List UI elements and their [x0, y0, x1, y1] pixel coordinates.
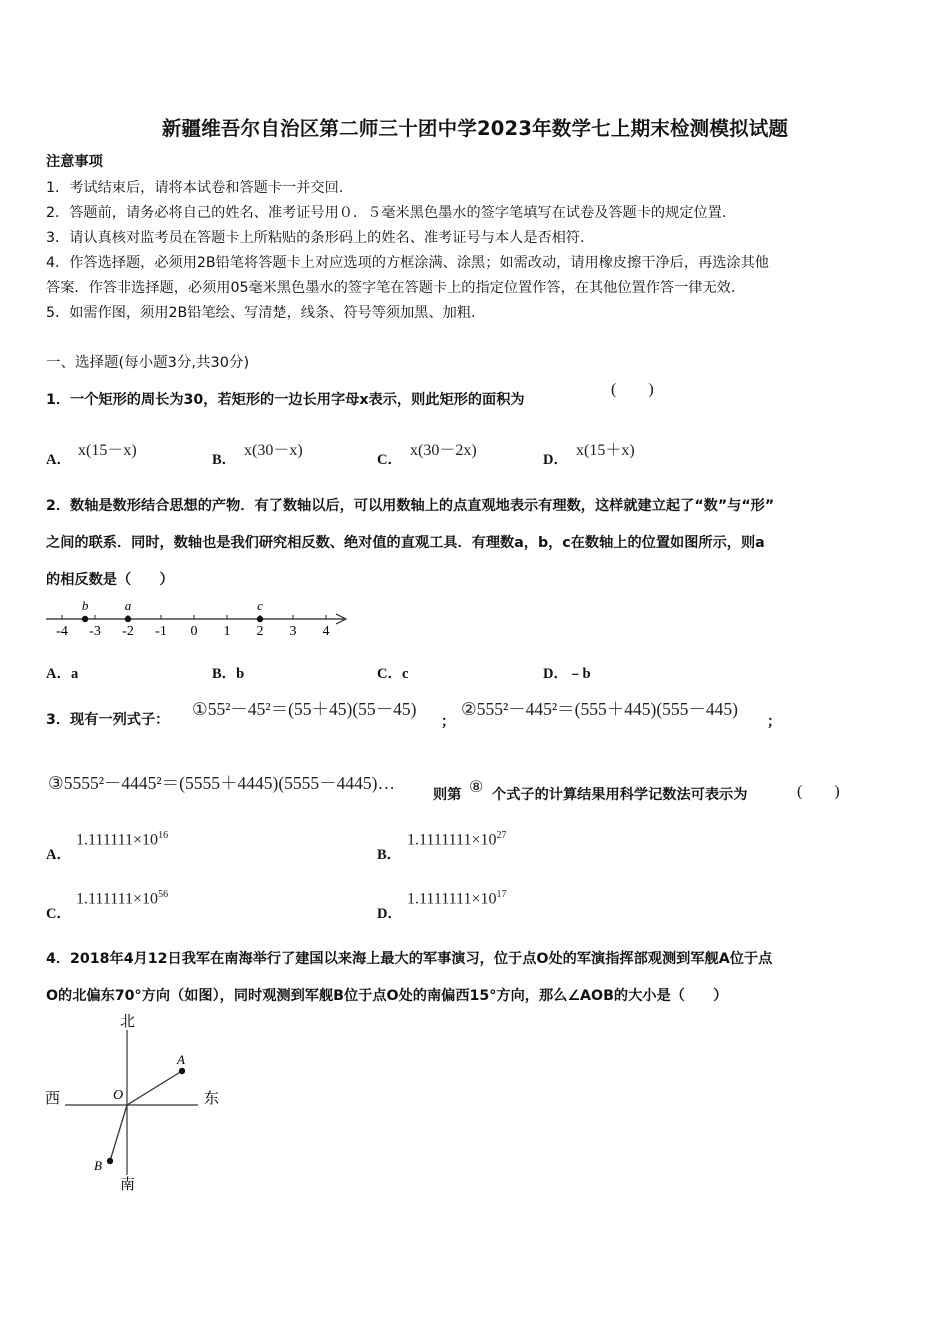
- q4-line-2: O的北偏东70°方向（如图），同时观测到军舰B位于点O处的南偏西15°方向，那么∠AOB的大小是（ ）: [46, 988, 728, 1004]
- note-line-4: 4．作答选择题，必须用2B铅笔将答题卡上对应选项的方框涂满、涂黑；如需改动，请用橡皮擦干净后，再选涂其他: [46, 255, 769, 271]
- q1-text: 1．一个矩形的周长为30，若矩形的一边长用字母x表示，则此矩形的面积为: [46, 392, 525, 408]
- q3-expr-3: ③5555²－4445²＝(5555＋4445)(5555－4445)…: [48, 773, 395, 793]
- tick-label: 4: [322, 624, 330, 639]
- q3-separator-1: ；: [441, 714, 456, 730]
- point-a-dot: [179, 1068, 185, 1074]
- section-heading: 一、选择题(每小题3分,共30分): [46, 355, 250, 371]
- q1-option-d-expr: x(15＋x): [576, 442, 635, 459]
- south-label: 南: [120, 1177, 136, 1193]
- note-line-1: 1．考试结束后，请将本试卷和答题卡一并交回.: [46, 180, 344, 196]
- point-b-label: B: [94, 1158, 102, 1173]
- east-label: 东: [204, 1091, 220, 1107]
- note-line-3: 3．请认真核对监考员在答题卡上所粘贴的条形码上的姓名、准考证号与本人是否相符.: [46, 230, 585, 246]
- tick-label: 2: [256, 624, 264, 639]
- tick-label: -3: [89, 624, 101, 639]
- note-line-5: 答案．作答非选择题，必须用05毫米黑色墨水的签字笔在答题卡上的指定位置作答，在其他位置作答一律无效.: [46, 280, 736, 296]
- q2-option-c: C．c: [377, 666, 409, 682]
- q3-expr-2: ②555²－445²＝(555＋445)(555－445): [461, 699, 738, 719]
- west-label: 西: [45, 1091, 61, 1107]
- q2-option-d: D．﹣b: [543, 666, 591, 682]
- tick-label: -4: [56, 624, 68, 639]
- point-c-dot: [257, 616, 263, 622]
- tick-label: -2: [122, 624, 134, 639]
- ray-oa: [127, 1071, 182, 1105]
- q3-middle-text: 则第: [433, 787, 462, 803]
- point-a-label: a: [124, 598, 132, 613]
- q1-option-d-label: D．: [543, 452, 568, 468]
- q3-option-a-label: A．: [46, 847, 71, 863]
- tick-label: -1: [155, 624, 167, 639]
- q2-option-a: A．a: [46, 666, 79, 682]
- q3-option-d-label: D．: [377, 906, 402, 922]
- q3-ordinal: ⑧: [469, 779, 484, 796]
- note-line-6: 5．如需作图，须用2B铅笔绘、写清楚，线条、符号等须加黑、加粗.: [46, 305, 476, 321]
- q3-separator-2: ；: [767, 714, 782, 730]
- q3-option-b-expr: $1.1111111\times 10^{27}$: [407, 830, 507, 849]
- q4-line-1: 4．2018年4月12日我军在南海举行了建国以来海上最大的军事演习，位于点O处的军演指挥部观测到军舰A位于点: [46, 951, 773, 967]
- q1-option-c-expr: x(30－2x): [410, 442, 477, 459]
- q2-line-2: 之间的联系．同时，数轴也是我们研究相反数、绝对值的直观工具．有理数a，b，c在数轴上的位置如图所示，则a: [46, 535, 765, 551]
- tick-label: 0: [190, 624, 198, 639]
- q3-tail-text: 个式子的计算结果用科学记数法可表示为: [492, 787, 748, 803]
- point-a-label: A: [177, 1052, 185, 1067]
- page-title: 新疆维吾尔自治区第二师三十团中学2023年数学七上期末检测模拟试题: [161, 117, 789, 140]
- q3-prefix: 3．现有一列式子：: [46, 712, 170, 728]
- point-a-dot: [125, 616, 131, 622]
- notes-heading: 注意事项: [46, 154, 103, 170]
- q1-option-b-expr: x(30－x): [244, 442, 303, 459]
- point-b-label: b: [81, 598, 89, 613]
- tick-label: 1: [223, 624, 231, 639]
- q3-option-a-expr: $1.111111\times 10^{16}$: [76, 830, 169, 849]
- q3-option-b-label: B．: [377, 847, 402, 863]
- point-b-dot: [107, 1158, 113, 1164]
- q2-line-1: 2．数轴是数形结合思想的产物．有了数轴以后，可以用数轴上的点直观地表示有理数，这样就建立起了“数”与“形”: [46, 498, 775, 514]
- q3-answer-paren: ( ): [797, 783, 840, 800]
- compass-figure: [40, 1010, 240, 1195]
- q1-answer-paren: ( ): [611, 381, 654, 398]
- q3-option-c-label: C．: [46, 906, 71, 922]
- tick-label: 3: [289, 624, 297, 639]
- q1-option-c-label: C．: [377, 452, 402, 468]
- number-line-figure: [44, 594, 354, 644]
- q1-option-a-label: A．: [46, 452, 71, 468]
- q2-option-b: B．b: [212, 666, 245, 682]
- q3-expr-1: ①55²－45²＝(55＋45)(55－45): [192, 699, 417, 719]
- origin-label: O: [113, 1088, 124, 1103]
- ray-ob: [110, 1105, 127, 1161]
- q2-line-3: 的相反数是（ ）: [46, 572, 174, 588]
- q3-option-d-expr: $1.1111111\times 10^{17}$: [407, 889, 507, 908]
- north-label: 北: [120, 1014, 136, 1030]
- q1-option-a-expr: x(15－x): [78, 442, 137, 459]
- note-line-2: 2．答题前，请务必将自己的姓名、准考证号用０．５毫米黑色墨水的签字笔填写在试卷及答题卡的规定位置.: [46, 205, 727, 221]
- point-c-label: c: [257, 598, 263, 613]
- q1-option-b-label: B．: [212, 452, 237, 468]
- point-b-dot: [82, 616, 88, 622]
- q3-option-c-expr: $1.111111\times 10^{56}$: [76, 889, 169, 908]
